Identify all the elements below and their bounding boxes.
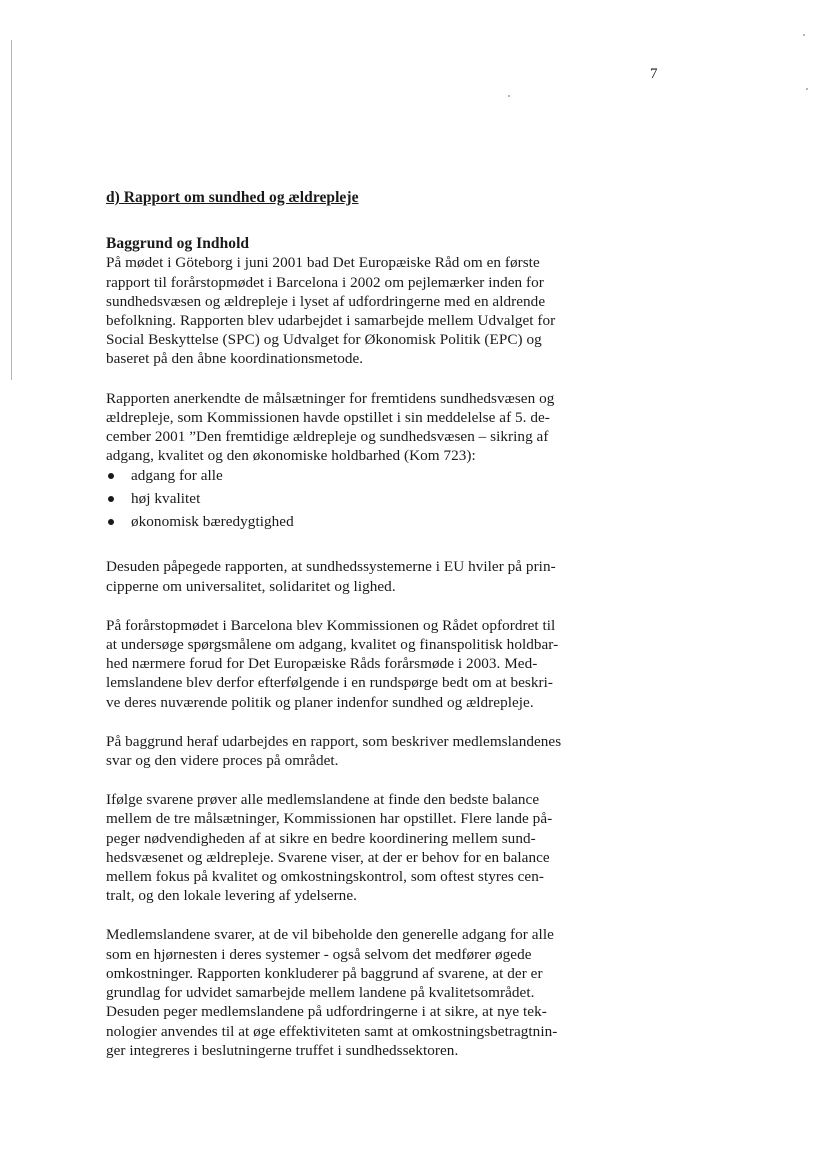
- bullet-icon: [108, 519, 114, 525]
- page-number: 7: [650, 66, 658, 82]
- section-heading: d) Rapport om sundhed og ældrepleje: [106, 189, 359, 206]
- scan-speck: [806, 88, 808, 90]
- bullet-icon: [108, 473, 114, 479]
- scan-speck: [508, 95, 510, 97]
- list-item: økonomisk bæredygtighed: [106, 510, 636, 533]
- bullet-icon: [108, 496, 114, 502]
- paragraph-report: På baggrund heraf udarbejdes en rapport, som beskriver medlemslandenes svar og den videre proces på området.: [106, 732, 562, 770]
- paragraph-background: På mødet i Göteborg i juni 2001 bad Det Europæiske Råd om en første rapport til forårstopmødet i Barcelona i 2002 om pejlemærker inden for sundhedsvæsen og ældrepleje i lyset af udfordringerne med en aldrende befolkning. Rapporten blev udarbejdet i samarbejde mellem Udvalget for Social Beskyttelse (SPC) og Udvalget for Økonomisk Politik (EPC) og baseret på den åbne koordinationsmetode.: [106, 254, 556, 368]
- subheading: Baggrund og Indhold: [106, 235, 250, 253]
- paragraph-objectives: Rapporten anerkendte de målsætninger for fremtidens sundhedsvæsen og ældrepleje, som Kommissionen havde opstillet i sin meddelelse af 5. de- cember 2001 ”Den fremtidige ældrepleje og sundhedsvæsen – sikring af adgang, kvalitet og den økonomiske holdbarhed (Kom 723):: [106, 389, 555, 465]
- scan-edge-line: [11, 40, 12, 380]
- objectives-list: [106, 464, 636, 533]
- document-body: [106, 188, 636, 1080]
- paragraph-access: Medlemslandene svarer, at de vil bibeholde den generelle adgang for alle som en hjørnesten i deres systemer - også selvom det medfører øgede omkostninger. Rapporten konkluderer på baggrund af svarene, at der er grundlag for udvidet samarbejde mellem landene på kvalitetsområdet. Desuden peger medlemslandene på udfordringerne i at sikre, at nye tek- nologier anvendes til at øge effektiviteten samt at omkostningsbetragtnin- ger integreres i beslutningerne truffet i sundhedssektoren.: [106, 926, 558, 1059]
- paragraph-barcelona: På forårstopmødet i Barcelona blev Kommissionen og Rådet opfordret til at undersøge spørgsmålene om adgang, kvalitet og finanspolitisk holdbar- hed nærmere forud for Det Europæiske Råds forårsmøde i 2003. Med- lemslandene blev derfor efterfølgende i en rundspørge bedt om at beskri- ve deres nuværende politik og planer indenfor sundhed og ældrepleje.: [106, 616, 559, 711]
- scan-speck: [803, 34, 805, 36]
- list-item: adgang for alle: [106, 464, 636, 487]
- list-item: høj kvalitet: [106, 487, 636, 510]
- paragraph-balance: Ifølge svarene prøver alle medlemslandene at finde den bedste balance mellem de tre målsætninger, Kommissionen har opstillet. Flere lande på- peger nødvendigheden af at sikre en bedre koordinering mellem sund- hedsvæsenet og ældrepleje. Svarene viser, at der er behov for en balance mellem fokus på kvalitet og omkostningskontrol, som oftest styres cen- tralt, og den lokale levering af ydelserne.: [106, 791, 553, 905]
- paragraph-principles: Desuden påpegede rapporten, at sundhedssystemerne i EU hviler på prin- cipperne om universalitet, solidaritet og lighed.: [106, 558, 556, 595]
